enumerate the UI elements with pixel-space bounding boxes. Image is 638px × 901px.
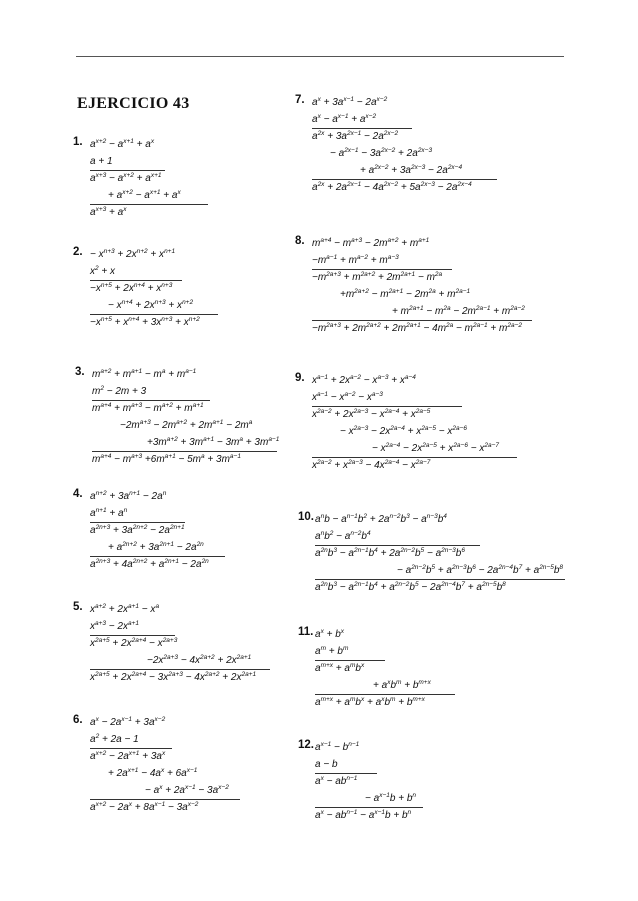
exercise-number: 10.	[298, 511, 314, 523]
product-result: $a^x - ab^{n-1} - a^{x-1}b + b^n$	[315, 807, 416, 824]
partial-product: $x^{2a-2} + 2x^{2a-3} - x^{2a-4} + x^{2a-5}$	[312, 406, 499, 423]
partial-product: + $m^{2a+1} - m^{2a} - 2m^{2a-1} + m^{2a-2}$	[392, 305, 525, 317]
multiplicand: $a^{n+2} + 3a^{n+1} - 2a^n$	[90, 490, 167, 502]
partial-product: + $a^xb^m + b^{m+x}$	[373, 679, 431, 691]
partial-product: $a^{x+2} - 2a^{x+1} + 3a^x$	[90, 748, 229, 765]
exercise-number: 6.	[73, 714, 83, 726]
product-result: $-x^{n+5} + x^{n+4} + 3x^{n+3} + x^{n+2}$	[90, 314, 200, 331]
product-result: $x^{2a-2} + x^{2a-3} - 4x^{2a-4} - x^{2a-7}$	[312, 457, 499, 474]
exercise-4	[73, 488, 209, 573]
partial-product: − $a^x + 2a^{x-1} - 3a^{x-2}$	[145, 784, 229, 796]
exercise-number: 4.	[73, 488, 83, 500]
partial-product: $-2x^{2a+3} - 4x^{2a+2} + 2x^{2a+1}$	[147, 654, 252, 666]
multiplicand: $x^{a-1} + 2x^{a-2} - x^{a-3} + x^{a-4}$	[312, 374, 416, 386]
multiplier: $x^{a-1} - x^{a-2} - x^{a-3}$	[312, 391, 383, 403]
product-result: $a^{m+x} + a^mb^x + a^xb^m + b^{m+x}$	[315, 694, 431, 711]
exercise-11	[298, 626, 431, 711]
multiplier: $a^{n+1} + a^n$	[90, 507, 128, 519]
multiplicand: $a^{x+2} - a^{x+1} + a^x$	[90, 138, 155, 150]
multiplier: a − b	[315, 759, 338, 770]
multiplicand: − $x^{n+3} + 2x^{n+2} + x^{n+1}$	[90, 248, 176, 260]
partial-product: $a^{2n}b^3 - a^{2n-1}b^4 + 2a^{2n-2}b^5 - a^{2n-3}b^6$	[315, 545, 563, 562]
exercise-number: 3.	[75, 366, 85, 378]
multiplicand: $a^x + 3a^{x-1} - 2a^{x-2}$	[312, 96, 388, 108]
exercise-10	[298, 511, 564, 596]
exercise-number: 11.	[298, 626, 314, 638]
multiplicand: $a^{x-1} - b^{n-1}$	[315, 741, 360, 753]
exercise-6	[73, 714, 229, 816]
partial-product: + $a^{x+2} - a^{x+1} + a^x$	[108, 189, 181, 201]
product-result: $-m^{2a+3} + 2m^{2a+2} + 2m^{2a+1} - 4m^{2a} - m^{2a-1} + m^{2a-2}$	[312, 320, 525, 337]
partial-product: + $a^{2n+2} + 3a^{2n+1} - 2a^{2n}$	[108, 541, 204, 553]
exercise-3	[75, 366, 280, 468]
exercise-number: 8.	[295, 235, 305, 247]
partial-product: $-2m^{a+3} - 2m^{a+2} + 2m^{a+1} - 2m^a$	[120, 419, 253, 431]
multiplicand: $x^{a+2} + 2x^{a+1} - x^a$	[90, 603, 160, 615]
multiplicand: $a^x - 2a^{x-1} + 3a^{x-2}$	[90, 716, 166, 728]
product-result: $a^{x+3} + a^x$	[90, 204, 181, 221]
exercise-5	[73, 601, 257, 686]
exercise-7	[295, 94, 472, 196]
multiplier: $-m^{a-1} + m^{a-2} + m^{a-3}$	[312, 254, 399, 266]
partial-product: − $a^{2x-1} - 3a^{2x-2} + 2a^{2x-3}$	[330, 147, 433, 159]
multiplicand: $m^{a+4} - m^{a+3} - 2m^{a+2} + m^{a+1}$	[312, 237, 430, 249]
partial-product: $a^{m+x} + a^mb^x$	[315, 660, 431, 677]
partial-product: − $a^{x-1}b + b^n$	[365, 792, 417, 804]
multiplier: $a^x - a^{x-1} + a^{x-2}$	[312, 113, 377, 125]
partial-product: − $x^{2a-3} - 2x^{2a-4} + x^{2a-5} - x^{2a-6}$	[340, 425, 468, 437]
multiplicand: $a^nb - a^{n-1}b^2 + 2a^{n-2}b^3 - a^{n-3}b^4$	[315, 513, 447, 525]
exercise-8	[295, 235, 525, 337]
exercise-2	[73, 246, 200, 331]
multiplier: $a^2 + 2a - 1$	[90, 733, 139, 745]
partial-product: + $a^{2x-2} + 3a^{2x-3} - 2a^{2x-4}$	[360, 164, 463, 176]
multiplier: a + 1	[90, 156, 113, 167]
exercise-number: 1.	[73, 136, 83, 148]
page-title: EJERCICIO 43	[77, 95, 190, 112]
product-result: $a^{2n}b^3 - a^{2n-1}b^4 + a^{2n-2}b^5 - 2a^{2n-4}b^7 + a^{2n-5}b^8$	[315, 579, 563, 596]
partial-product: $-m^{2a+3} + m^{2a+2} + 2m^{2a+1} - m^{2a}$	[312, 269, 525, 286]
product-result: $a^{2x} + 2a^{2x-1} - 4a^{2x-2} + 5a^{2x-3} - 2a^{2x-4}$	[312, 179, 472, 196]
exercise-12	[298, 739, 417, 824]
partial-product: $a^{2x} + 3a^{2x-1} - 2a^{2x-2}$	[312, 128, 472, 145]
partial-product: $-x^{n+5} + 2x^{n+4} + x^{n+3}$	[90, 280, 200, 297]
partial-product: $a^{2n+3} + 3a^{2n+2} - 2a^{2n+1}$	[90, 522, 209, 539]
exercise-number: 2.	[73, 246, 83, 258]
exercise-number: 7.	[295, 94, 305, 106]
multiplier: $m^2 - 2m + 3$	[92, 385, 147, 397]
partial-product: − $x^{n+4} + 2x^{n+3} + x^{n+2}$	[108, 299, 194, 311]
exercise-1	[73, 136, 181, 221]
partial-product: + $2a^{x+1} - 4a^x + 6a^{x-1}$	[108, 767, 198, 779]
header-rule	[76, 56, 564, 57]
multiplier: $x^{a+3} - 2x^{a+1}$	[90, 620, 140, 632]
partial-product: $a^x - ab^{n-1}$	[315, 773, 416, 790]
product-result: $m^{a+4} - m^{a+3} +6m^{a+1} - 5m^a + 3m^{a-1}$	[92, 451, 279, 468]
partial-product: $+m^{2a+2} - m^{2a+1} - 2m^{2a} + m^{2a-1}$	[340, 288, 471, 300]
partial-product: $x^{2a+5} + 2x^{2a+4} - x^{2a+3}$	[90, 635, 256, 652]
partial-product: − $x^{2a-4} - 2x^{2a-5} + x^{2a-6} - x^{2a-7}$	[372, 442, 500, 454]
multiplier: $x^2 + x$	[90, 265, 116, 277]
exercise-number: 12.	[298, 739, 314, 751]
exercise-9	[295, 372, 500, 474]
partial-product: $a^{x+3} - a^{x+2} + a^{x+1}$	[90, 170, 181, 187]
partial-product: $+3m^{a+2} + 3m^{a+1} - 3m^a + 3m^{a-1}$	[147, 436, 280, 448]
multiplier: $a^nb^2 - a^{n-2}b^4$	[315, 530, 371, 542]
multiplier: $a^m + b^m$	[315, 645, 349, 657]
exercise-number: 9.	[295, 372, 305, 384]
product-result: $a^{2n+3} + 4a^{2n+2} + a^{2n+1} - 2a^{2n}$	[90, 556, 209, 573]
partial-product: $m^{a+4} + m^{a+3} - m^{a+2} + m^{a+1}$	[92, 400, 279, 417]
exercise-number: 5.	[73, 601, 83, 613]
product-result: $x^{2a+5} + 2x^{2a+4} - 3x^{2a+3} - 4x^{2a+2} + 2x^{2a+1}$	[90, 669, 256, 686]
partial-product: − $a^{2n-2}b^5 + a^{2n-3}b^6 - 2a^{2n-4}b^7 + a^{2n-5}b^8$	[397, 564, 564, 576]
multiplicand: $m^{a+2} + m^{a+1} - m^a + m^{a-1}$	[92, 368, 197, 380]
multiplicand: $a^x + b^x$	[315, 628, 345, 640]
product-result: $a^{x+2} - 2a^x + 8a^{x-1} - 3a^{x-2}$	[90, 799, 229, 816]
